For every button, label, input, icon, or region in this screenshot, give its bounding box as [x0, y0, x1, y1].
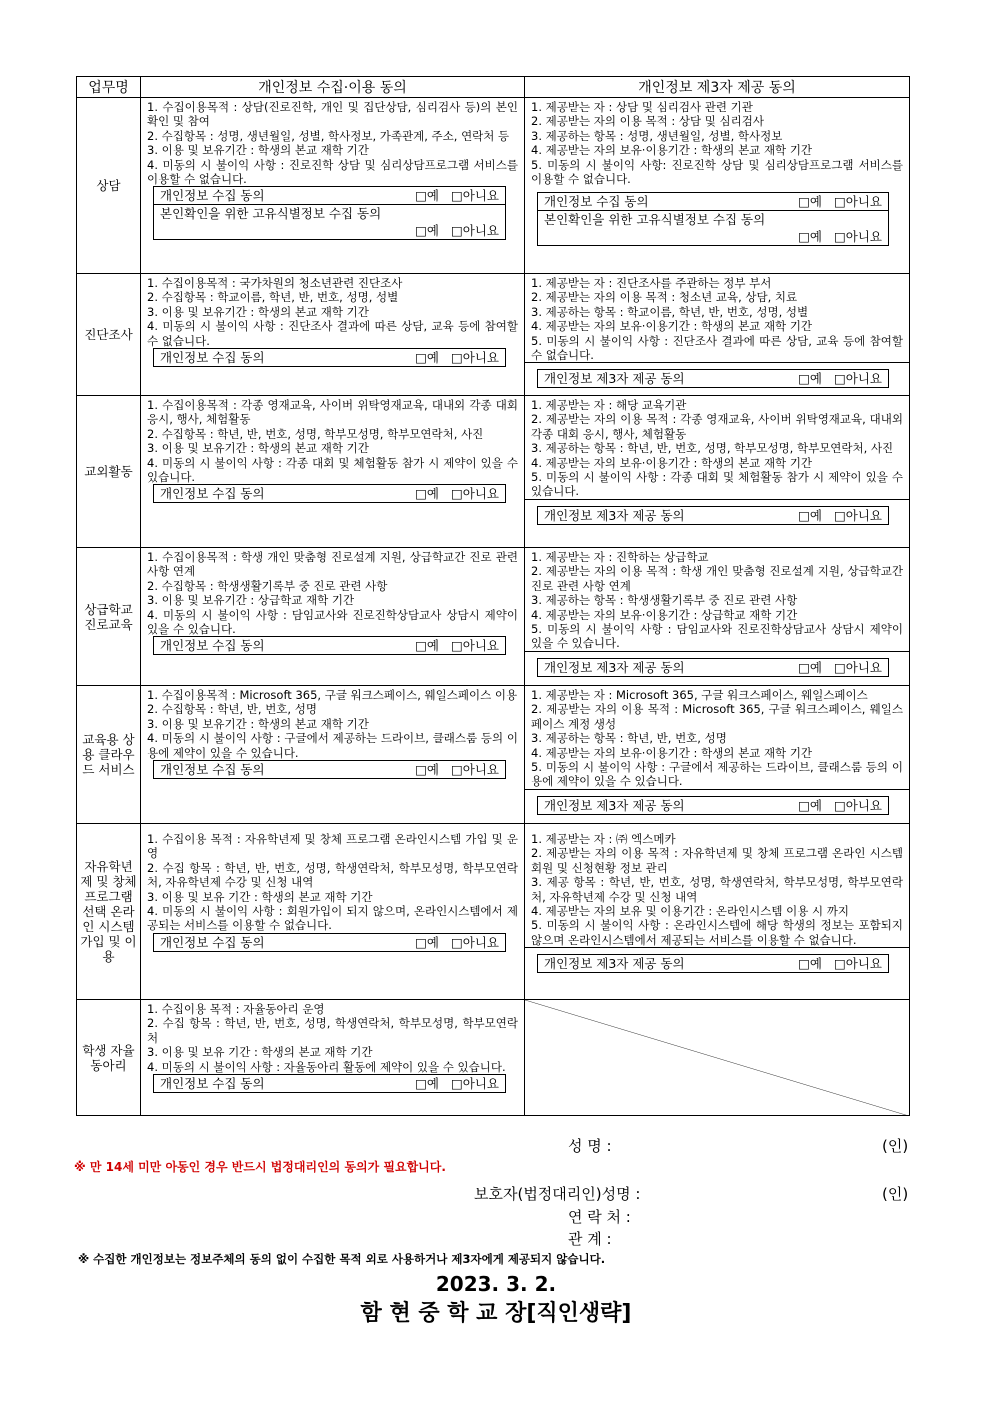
- collect-cell: [141, 396, 525, 548]
- provide-consent-box: 개인정보 제3자 제공 동의 □예 □아니요: [537, 658, 889, 677]
- diagonal-line: [525, 1000, 909, 1116]
- collect-content: 1. 수집이용 목적 : 자율동아리 운영 2. 수집 항목 : 학년, 반, 번호, 성명, 학생연락처, 학부모성명, 학부모연락처 3. 이용 및 보유 기간 : 학생의 본교 재학 기간 4. 미동의 시 불이익 사항 : 자율동아리 활동에 제약이 있을 수 있습니다.: [147, 1002, 518, 1074]
- no-checkbox[interactable]: □아니요: [450, 350, 499, 366]
- category-cell: 상급학교 진로교육: [77, 548, 141, 686]
- empty-cell: [525, 1000, 910, 1116]
- no-checkbox[interactable]: □아니요: [833, 659, 882, 675]
- principal-signature: 함 현 중 학 교 장[직인생략]: [360, 1301, 632, 1326]
- provide-cell: [525, 686, 910, 824]
- no-checkbox[interactable]: □아니요: [450, 188, 499, 204]
- collect-content: 1. 수집이용목적 : Microsoft 365, 구글 워크스페이스, 웨일스페이스 이용 2. 수집항목 : 학년, 반, 번호, 성명 3. 이용 및 보유기간 : 학생의 본교 재학 기간 4. 미동의 시 불이익 사항 : 구글에서 제공하는 드라이브, 클래스룸 등의 이용에 제약이 있을 수 있습니다.: [147, 688, 518, 760]
- no-checkbox[interactable]: □아니요: [833, 956, 882, 972]
- yes-checkbox[interactable]: □예: [415, 762, 439, 778]
- provide-content: 1. 제공받는 자 : ㈜ 엑스메카 2. 제공받는 자의 이용 목적 : 자유학년제 및 창체 프로그램 온라인 시스템 회원 및 신청현황 정보 관리 3. 제공 항목 : 학년, 반, 번호, 성명, 학생연락처, 학부모성명, 학부모연락처, 자유학년제 수강 및 신청 내역 4. 제공받는 자의 보유 및 이용기간 : 온라인시스템 이용 시 까지 5. 미동의 시 불이익 사항 : 온라인시스템에 해당 학생의 정보는 포함되지 않으며 온라인시스템에서 제공되는 서비스를 이용할 수 없습니다.: [531, 832, 903, 947]
- yes-checkbox[interactable]: □예: [415, 350, 439, 366]
- table-row: [77, 1000, 910, 1116]
- collect-content: 1. 수집이용목적 : 국가차원의 청소년관련 진단조사 2. 수집항목 : 학교이름, 학년, 반, 번호, 성명, 성별 3. 이용 및 보유기간 : 학생의 본교 재학 기간 4. 미동의 시 불이익 사항 : 진단조사 결과에 따른 상담, 교육 등에 참여할 수 없습니다.: [147, 276, 518, 348]
- table-row: [77, 98, 910, 274]
- table-row: [77, 274, 910, 396]
- category-cell: 학생 자율 동아리: [77, 1000, 141, 1116]
- provide-consent-box: 개인정보 제3자 제공 동의 □예 □아니요: [537, 954, 889, 973]
- document-date: 2023. 3. 2.: [435, 1272, 557, 1296]
- provide-content: 1. 제공받는 자 : 진학하는 상급학교 2. 제공받는 자의 이용 목적 : 학생 개인 맞춤형 진로설계 지원, 상급학교간 진로 관련 사항 연계 3. 제공하는 항목 : 학생생활기록부 중 진로 관련 사항 4. 제공받는 자의 보유·이용기간 : 상급학교 재학 기간 5. 미동의 시 불이익 사항 : 담임교사와 진로진학상담교사 상담시 제약이 있을 수 있습니다.: [531, 550, 903, 651]
- provide-consent-box: 개인정보 제3자 제공 동의 □예 □아니요: [537, 506, 889, 525]
- yes-checkbox[interactable]: □예: [798, 659, 822, 675]
- header-collect: 개인정보 수집·이용 동의: [141, 77, 525, 98]
- no-checkbox[interactable]: □아니요: [450, 1076, 499, 1092]
- yes-checkbox[interactable]: □예: [798, 371, 822, 387]
- table-row: [77, 396, 910, 548]
- no-checkbox[interactable]: □아니요: [833, 507, 882, 523]
- header-category: 업무명: [77, 77, 141, 98]
- provide-cell: [525, 396, 910, 548]
- yes-checkbox[interactable]: □예: [415, 223, 439, 239]
- no-checkbox[interactable]: □아니요: [833, 194, 882, 210]
- collect-cell: [141, 98, 525, 274]
- contact-label: 연 락 처 :: [568, 1208, 631, 1226]
- no-checkbox[interactable]: □아니요: [450, 934, 499, 950]
- unique-id-consent-box: 본인확인을 위한 고유식별정보 수집 동의 □예 □아니요: [153, 204, 506, 240]
- collect-consent-box: 개인정보 수집 동의 □예 □아니요: [153, 1074, 506, 1093]
- category-cell: 교육용 상용 클라우드 서비스: [77, 686, 141, 824]
- yes-checkbox[interactable]: □예: [798, 194, 822, 210]
- provide-consent-box: 개인정보 제3자 제공 동의 □예 □아니요: [537, 796, 889, 815]
- collect-cell: [141, 274, 525, 396]
- no-checkbox[interactable]: □아니요: [833, 229, 882, 245]
- provide-consent-box: 개인정보 제3자 제공 동의 □예 □아니요: [537, 369, 889, 388]
- collect-consent-box: 개인정보 수집 동의 □예 □아니요: [153, 348, 506, 367]
- collect-cell: [141, 1000, 525, 1116]
- category-cell: 자유학년제 및 창체프로그램 선택 온라인 시스템 가입 및 이용: [77, 824, 141, 1000]
- yes-checkbox[interactable]: □예: [798, 507, 822, 523]
- no-checkbox[interactable]: □아니요: [833, 371, 882, 387]
- table-row: [77, 548, 910, 686]
- no-checkbox[interactable]: □아니요: [450, 638, 499, 654]
- yes-checkbox[interactable]: □예: [415, 1076, 439, 1092]
- yes-checkbox[interactable]: □예: [798, 229, 822, 245]
- collect-content: 1. 수집이용목적 : 각종 영재교육, 사이버 위탁영재교육, 대내외 각종 대회 응시, 행사, 체험활동 2. 수집항목 : 학년, 반, 번호, 성명, 학부모성명, 학부모연락처, 사진 3. 이용 및 보유기간 : 학생의 본교 재학 기간 4. 미동의 시 불이익 사항 : 각종 대회 및 체험활동 참가 시 제약이 있을 수 있습니다.: [147, 398, 518, 485]
- provide-cell: [525, 548, 910, 686]
- seal-mark: (인): [882, 1137, 909, 1155]
- provide-cell: [525, 98, 910, 274]
- collect-consent-box: 개인정보 수집 동의 □예 □아니요: [153, 186, 506, 205]
- provide-cell: [525, 274, 910, 396]
- yes-checkbox[interactable]: □예: [415, 638, 439, 654]
- table-row: [77, 824, 910, 1000]
- collect-cell: [141, 686, 525, 824]
- provide-content: 1. 제공받는 자 : 해당 교육기관 2. 제공받는 자의 이용 목적 : 각종 영재교육, 사이버 위탁영재교육, 대내외 각종 대회 응시, 행사, 체험활동 3. 제공하는 항목 : 학년, 반, 번호, 성명, 학부모성명, 학부모연락처, 사진 4. 제공받는 자의 보유·이용기간 : 학생의 본교 재학 기간 5. 미동의 시 불이익 사항 : 각종 대회 및 체험활동 참가 시 제약이 있을 수 있습니다.: [531, 398, 903, 499]
- yes-checkbox[interactable]: □예: [415, 188, 439, 204]
- consent-table: [76, 76, 910, 1116]
- collect-cell: [141, 824, 525, 1000]
- purpose-notice: ※ 수집한 개인정보는 정보주체의 동의 없이 수집한 목적 외로 사용하거나 제3자에게 제공되지 않습니다.: [78, 1252, 606, 1266]
- unique-id-consent-box: 본인확인을 위한 고유식별정보 수집 동의 □예 □아니요: [537, 210, 889, 246]
- no-checkbox[interactable]: □아니요: [833, 797, 882, 813]
- no-checkbox[interactable]: □아니요: [450, 223, 499, 239]
- category-cell: 상담: [77, 98, 141, 274]
- collect-content: 1. 수집이용목적 : 학생 개인 맞춤형 진로설계 지원, 상급학교간 진로 관련 사항 연계 2. 수집항목 : 학생생활기록부 중 진로 관련 사항 3. 이용 및 보유기간 : 상급학교 재학 기간 4. 미동의 시 불이익 사항 : 담임교사와 진로진학상담교사 상담시 제약이 있을 수 있습니다.: [147, 550, 518, 637]
- provide-content: 1. 제공받는 자 : Microsoft 365, 구글 워크스페이스, 웨일스페이스 2. 제공받는 자의 이용 목적 : Microsoft 365, 구글 워크스페이스, 웨일스페이스 계정 생성 3. 제공하는 항목 : 학년, 반, 번호, 성명 4. 제공받는 자의 보유·이용기간 : 학생의 본교 재학 기간 5. 미동의 시 불이익 사항 : 구글에서 제공하는 드라이브, 클래스룸 등의 이용에 제약이 있을 수 있습니다.: [531, 688, 903, 789]
- student-name-label: 성 명 :: [568, 1137, 612, 1155]
- header-provide: 개인정보 제3자 제공 동의: [525, 77, 910, 98]
- yes-checkbox[interactable]: □예: [798, 956, 822, 972]
- collect-consent-box: 개인정보 수집 동의 □예 □아니요: [153, 636, 506, 655]
- yes-checkbox[interactable]: □예: [415, 934, 439, 950]
- collect-consent-box: 개인정보 수집 동의 □예 □아니요: [153, 933, 506, 952]
- collect-content: 1. 수집이용목적 : 상담(진로진학, 개인 및 집단상담, 심리검사 등)의 본인 확인 및 참여 2. 수집항목 : 성명, 생년월일, 성별, 학사정보, 가족관계, 주소, 연락처 등 3. 이용 및 보유기간 : 학생의 본교 재학 기간 4. 미동의 시 불이익 사항 : 진로진학 상담 및 심리상담프로그램 서비스를 이용할 수 없습니다.: [147, 100, 518, 187]
- collect-content: 1. 수집이용 목적 : 자유학년제 및 창체 프로그램 온라인시스템 가입 및 운영 2. 수집 항목 : 학년, 반, 번호, 성명, 학생연락처, 학부모성명, 학부모연락처, 자유학년제 수강 및 신청 내역 3. 이용 및 보유 기간 : 학생의 본교 재학 기간 4. 미동의 시 불이익 사항 : 회원가입이 되지 않으며, 온라인시스템에서 제공되는 서비스를 이용할 수 없습니다.: [147, 832, 518, 933]
- no-checkbox[interactable]: □아니요: [450, 762, 499, 778]
- provide-consent-box: 개인정보 수집 동의 □예 □아니요: [537, 192, 889, 211]
- category-cell: 진단조사: [77, 274, 141, 396]
- yes-checkbox[interactable]: □예: [798, 797, 822, 813]
- provide-cell: [525, 824, 910, 1000]
- guardian-name-label: 보호자(법정대리인)성명 :: [474, 1185, 641, 1203]
- collect-cell: [141, 548, 525, 686]
- minor-notice: ※ 만 14세 미만 아동인 경우 반드시 법정대리인의 동의가 필요합니다.: [74, 1160, 446, 1174]
- provide-content: 1. 제공받는 자 : 진단조사를 주관하는 정부 부서 2. 제공받는 자의 이용 목적 : 청소년 교육, 상담, 치료 3. 제공하는 항목 : 학교이름, 학년, 반, 번호, 성명, 성별 4. 제공받는 자의 보유·이용기간 : 학생의 본교 재학 기간 5. 미동의 시 불이익 사항 : 진단조사 결과에 따른 상담, 교육 등에 참여할 수 없습니다.: [531, 276, 903, 363]
- no-checkbox[interactable]: □아니요: [450, 486, 499, 502]
- provide-content: 1. 제공받는 자 : 상담 및 심리검사 관련 기관 2. 제공받는 자의 이용 목적 : 상담 및 심리검사 3. 제공하는 항목 : 성명, 생년월일, 성별, 학사정보 4. 제공받는 자의 보유·이용기간 : 학생의 본교 재학 기간 5. 미동의 시 불이익 사항: 진로진학 상담 및 심리상담프로그램 서비스를 이용할 수 없습니다.: [531, 100, 903, 187]
- relation-label: 관 계 :: [568, 1230, 612, 1248]
- collect-consent-box: 개인정보 수집 동의 □예 □아니요: [153, 484, 506, 503]
- yes-checkbox[interactable]: □예: [415, 486, 439, 502]
- table-header-row: [77, 77, 910, 98]
- category-cell: 교외활동: [77, 396, 141, 548]
- collect-consent-box: 개인정보 수집 동의 □예 □아니요: [153, 760, 506, 779]
- seal-mark: (인): [882, 1185, 909, 1203]
- table-row: [77, 686, 910, 824]
